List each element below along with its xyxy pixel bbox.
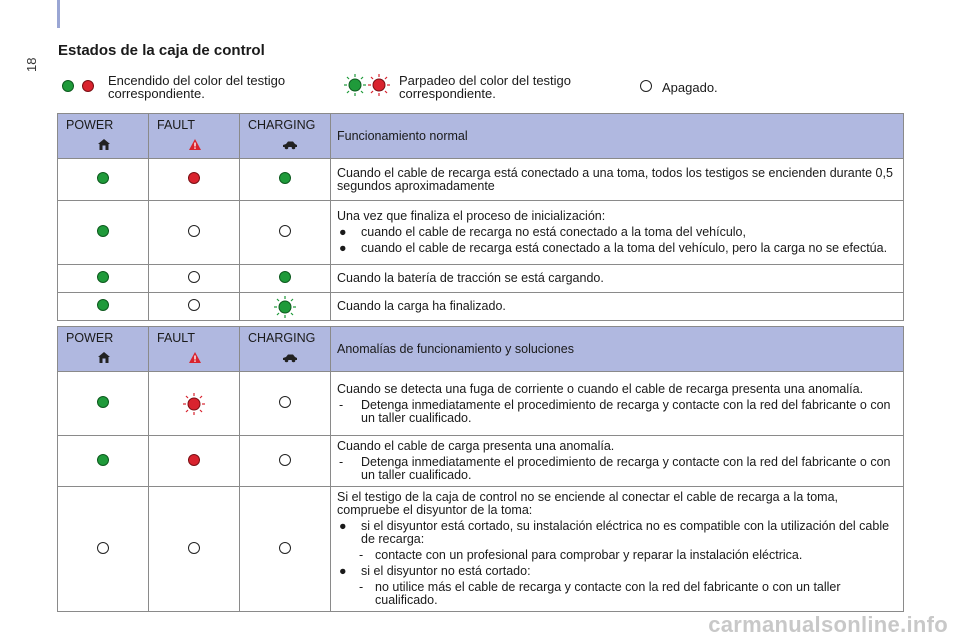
charging-off-light-icon xyxy=(279,396,291,408)
warning-icon xyxy=(189,352,201,366)
off-light-icon xyxy=(640,80,652,92)
red-blinking-light-icon xyxy=(368,74,390,96)
bullet-mark: ● xyxy=(339,519,347,533)
row-text: Cuando el cable de carga presenta una anomalía. xyxy=(337,439,615,453)
dash-mark: - xyxy=(339,455,344,469)
legend-blink-text-1: Parpadeo del color del testigo xyxy=(399,73,572,88)
charging-green-blinking-light-icon xyxy=(274,296,296,318)
warning-icon xyxy=(189,139,201,153)
car-icon xyxy=(282,352,298,366)
anomalies-header: Anomalías de funcionamiento y soluciones xyxy=(331,327,904,372)
table-row xyxy=(58,159,904,201)
table-row xyxy=(58,265,904,293)
bullet-mark: ● xyxy=(339,564,347,578)
watermark: carmanualsonline.info xyxy=(708,612,948,637)
page-number: 18 xyxy=(24,57,39,72)
house-icon xyxy=(98,352,110,366)
dash-mark: - xyxy=(339,397,344,412)
house-icon xyxy=(98,139,110,153)
charging-off-light-icon xyxy=(279,225,291,237)
table-header xyxy=(58,114,904,159)
green-light-icon xyxy=(62,80,74,92)
table-row xyxy=(58,293,904,321)
row-text: Cuando se detecta una fuga de corriente o cuando el cable de recarga presenta una anomalía. xyxy=(337,381,864,396)
charging-header: CHARGING xyxy=(248,118,316,132)
bullet-text: si el disyuntor no está cortado: xyxy=(361,564,531,578)
table-row xyxy=(58,487,904,612)
green-blinking-light-icon xyxy=(344,74,366,96)
power-green-light-icon xyxy=(97,225,109,237)
table-row xyxy=(58,201,904,265)
fault-off-light-icon xyxy=(188,542,200,554)
bullet-text: cuando el cable de recarga está conectado a la toma del vehículo, pero la carga no se efectúa. xyxy=(361,241,888,255)
bullet-mark: ● xyxy=(339,241,347,255)
charging-off-light-icon xyxy=(279,542,291,554)
legend-on-text-2: correspondiente. xyxy=(108,86,205,101)
power-header: POWER xyxy=(66,331,114,345)
bullet-text: si el disyuntor está cortado, su instalación eléctrica no es compatible con la utilización del cable de recarga: xyxy=(361,519,890,546)
fault-header: FAULT xyxy=(157,331,195,345)
fault-red-blinking-light-icon xyxy=(183,393,205,415)
normal-operation-header: Funcionamiento normal xyxy=(331,114,904,159)
row-text: Si el testigo de la caja de control no se enciende al conectar el cable de recarga a la toma, compruebe el disyuntor de la toma: xyxy=(337,490,839,517)
dash-mark: - xyxy=(359,548,364,562)
table-row xyxy=(58,436,904,487)
table-header xyxy=(58,327,904,372)
sub-text: no utilice más el cable de recarga y contacte con la red del fabricante o con un taller cualificado. xyxy=(375,580,841,607)
charging-off-light-icon xyxy=(279,454,291,466)
power-green-light-icon xyxy=(97,396,109,408)
row-text: Una vez que finaliza el proceso de inicialización: xyxy=(337,209,606,223)
car-icon xyxy=(282,139,298,153)
sub-text: contacte con un profesional para comprobar y reparar la instalación eléctrica. xyxy=(375,548,803,562)
row-text: Cuando el cable de recarga está conectado a una toma, todos los testigos se encienden durante 0,5 segundos aproximadamente xyxy=(337,165,893,193)
section-title: Estados de la caja de control xyxy=(58,42,265,59)
dash-text: Detenga inmediatamente el procedimiento de recarga y contacte con la red del fabricante o con un taller cualificado. xyxy=(361,397,891,425)
normal-operation-table xyxy=(57,113,904,321)
power-green-light-icon xyxy=(97,172,109,184)
fault-off-light-icon xyxy=(188,299,200,311)
row-text: Cuando la carga ha finalizado. xyxy=(337,299,506,313)
fault-red-light-icon xyxy=(188,454,200,466)
power-header: POWER xyxy=(66,118,114,132)
bullet-text: cuando el cable de recarga no está conectado a la toma del vehículo, xyxy=(361,225,746,239)
fault-off-light-icon xyxy=(188,225,200,237)
row-text: Cuando la batería de tracción se está cargando. xyxy=(337,271,604,285)
red-light-icon xyxy=(82,80,94,92)
fault-header: FAULT xyxy=(157,118,195,132)
power-green-light-icon xyxy=(97,454,109,466)
power-green-light-icon xyxy=(97,271,109,283)
dash-text: Detenga inmediatamente el procedimiento de recarga y contacte con la red del fabricante o con un taller cualificado. xyxy=(361,455,891,482)
dash-mark: - xyxy=(359,580,364,594)
charging-green-light-icon xyxy=(279,172,291,184)
power-green-light-icon xyxy=(97,299,109,311)
page-edge-bar xyxy=(57,0,60,28)
legend-on-text-1: Encendido del color del testigo xyxy=(108,73,286,88)
charging-header: CHARGING xyxy=(248,331,316,345)
charging-green-light-icon xyxy=(279,271,291,283)
legend-blink-text-2: correspondiente. xyxy=(399,86,496,101)
anomalies-table xyxy=(57,326,904,612)
table-row xyxy=(58,372,904,436)
fault-off-light-icon xyxy=(188,271,200,283)
fault-red-light-icon xyxy=(188,172,200,184)
bullet-mark: ● xyxy=(339,225,347,239)
power-off-light-icon xyxy=(97,542,109,554)
legend-off-text: Apagado. xyxy=(662,80,718,95)
